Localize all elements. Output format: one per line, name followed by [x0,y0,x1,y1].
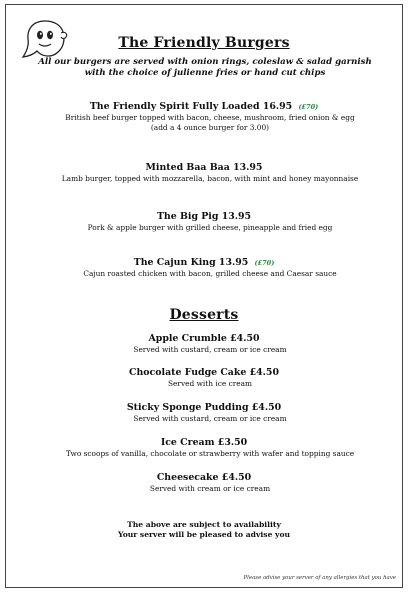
burger-item-name: The Big Pig 13.95 [156,211,252,222]
burger-item-desc: Pork & apple burger with grilled cheese, pineapple and fried egg [87,223,333,232]
menu-subtitle-line2: with the choice of julienne fries or hand cut chips [84,68,326,78]
price-tag: (£70) [254,259,275,267]
dessert-item-desc: Served with custard, cream or ice cream [133,345,287,354]
burger-item-name: The Friendly Spirit Fully Loaded 16.95 (£70) [89,101,319,112]
availability-note: The above are subject to availability [127,520,281,529]
burger-item-desc: Cajun roasted chicken with bacon, grilled cheese and Caesar sauce [83,269,337,278]
burger-item-name: The Cajun King 13.95 (£70) [133,257,275,268]
menu-page [5,4,403,588]
dessert-item-name: Chocolate Fudge Cake £4.50 [129,367,279,378]
menu-subtitle-line1: All our burgers are served with onion rings, coleslaw & salad garnish [38,57,372,67]
dessert-item-desc: Served with cream or ice cream [149,484,271,493]
server-note: Your server will be pleased to advise you [117,530,291,539]
price-tag: (£70) [298,103,319,111]
allergy-note: Please advise your server of any allergies that you have [243,575,396,581]
menu-title: The Friendly Burgers [118,35,290,51]
dessert-item-desc: Served with custard, cream or ice cream [133,414,287,423]
burger-item-desc: British beef burger topped with bacon, cheese, mushroom, fried onion & egg [65,113,355,122]
burger-item-name: Minted Baa Baa 13.95 [145,162,263,173]
burger-item-desc: Lamb burger, topped with mozzarella, bacon, with mint and honey mayonnaise [61,174,359,183]
burger-item-note: (add a 4 ounce burger for 3.00) [150,123,270,132]
desserts-title: Desserts [169,307,239,323]
dessert-item-name: Apple Crumble £4.50 [148,333,260,344]
dessert-item-desc: Served with ice cream [167,379,253,388]
dessert-item-name: Ice Cream £3.50 [160,437,248,448]
dessert-item-name: Sticky Sponge Pudding £4.50 [126,402,282,413]
dessert-item-name: Cheesecake £4.50 [156,472,252,483]
dessert-item-desc: Two scoops of vanilla, chocolate or strawberry with wafer and topping sauce [65,449,355,458]
